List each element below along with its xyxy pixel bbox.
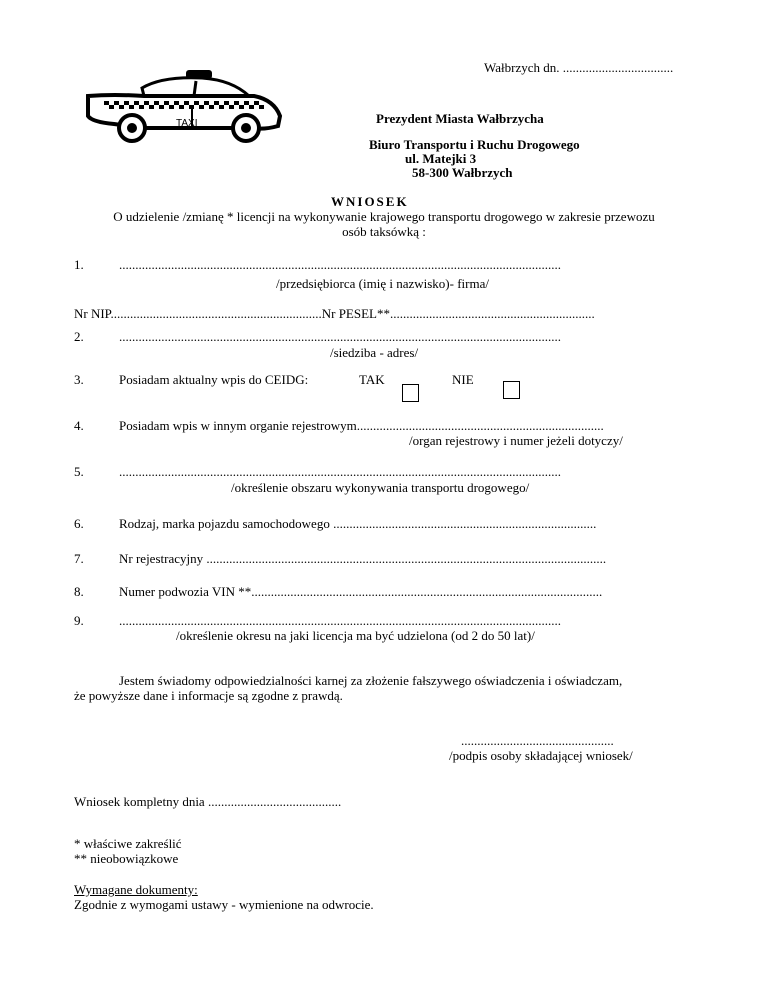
item-3-number: 3. — [74, 372, 84, 387]
required-docs-title: Wymagane dokumenty: — [74, 882, 198, 897]
item-8-number: 8. — [74, 584, 84, 599]
taxi-logo-text: TAXI — [176, 118, 198, 129]
item-3-no-label: NIE — [452, 372, 474, 387]
item-2-number: 2. — [74, 329, 84, 344]
item-9-number: 9. — [74, 613, 84, 628]
footnote-1: * właściwe zakreślić — [74, 836, 182, 851]
item-9-field[interactable]: ........................................................................................................................................ — [119, 613, 561, 628]
item-1-caption: /przedsiębiorca (imię i nazwisko)- firma/ — [276, 276, 489, 291]
office-name: Biuro Transportu i Ruchu Drogowego — [369, 137, 580, 152]
subtitle-line-1: O udzielenie /zmianę * licencji na wykonywanie krajowego transportu drogowego w zakresie przewozu — [113, 209, 655, 224]
item-6-field[interactable]: Rodzaj, marka pojazdu samochodowego ................................................................................. — [119, 516, 597, 531]
item-9-caption: /określenie okresu na jaki licencja ma być udzielona (od 2 do 50 lat)/ — [176, 628, 535, 643]
item-2-caption: /siedziba - adres/ — [330, 345, 419, 360]
item-4-caption: /organ rejestrowy i numer jeżeli dotyczy/ — [409, 433, 623, 448]
item-5-number: 5. — [74, 464, 84, 479]
item-7-number: 7. — [74, 551, 84, 566]
page-title: WNIOSEK — [331, 194, 409, 209]
item-3-yes-checkbox[interactable] — [402, 384, 419, 402]
nip-pesel-field[interactable]: Nr NIP.................................................................Nr PESEL**............................................................... — [74, 306, 595, 321]
city-date: Wałbrzych dn. .................................. — [484, 60, 674, 75]
complete-date-field[interactable]: Wniosek kompletny dnia ......................................... — [74, 794, 342, 809]
declaration-line-1: Jestem świadomy odpowiedzialności karnej za złożenie fałszywego oświadczenia i oświadczam, — [119, 673, 623, 688]
subtitle-line-2: osób taksówką : — [342, 224, 426, 239]
item-3-yes-label: TAK — [359, 372, 385, 387]
addressee: Prezydent Miasta Wałbrzycha — [376, 111, 544, 126]
item-1-field[interactable]: ........................................................................................................................................ — [119, 257, 561, 272]
item-7-field[interactable]: Nr rejestracyjny ........................................................................................................................... — [119, 551, 607, 566]
item-5-field[interactable]: ........................................................................................................................................ — [119, 464, 561, 479]
signature-field[interactable]: ............................................... — [461, 733, 614, 748]
required-docs-text: Zgodnie z wymogami ustawy - wymienione na odwrocie. — [74, 897, 374, 912]
taxi-logo — [84, 66, 284, 146]
footnote-2: ** nieobowiązkowe — [74, 851, 179, 866]
office-postal: 58-300 Wałbrzych — [412, 165, 513, 180]
office-street: ul. Matejki 3 — [405, 151, 477, 166]
declaration-line-2: że powyższe dane i informacje są zgodne z prawdą. — [74, 688, 343, 703]
item-4-field[interactable]: Posiadam wpis w innym organie rejestrowym............................................................................ — [119, 418, 604, 433]
item-2-field[interactable]: ........................................................................................................................................ — [119, 329, 561, 344]
item-1-number: 1. — [74, 257, 84, 272]
item-8-field[interactable]: Numer podwozia VIN **............................................................................................................ — [119, 584, 603, 599]
item-5-caption: /określenie obszaru wykonywania transportu drogowego/ — [231, 480, 530, 495]
item-6-number: 6. — [74, 516, 84, 531]
item-4-number: 4. — [74, 418, 84, 433]
signature-caption: /podpis osoby składającej wniosek/ — [449, 748, 633, 763]
item-3-label: Posiadam aktualny wpis do CEIDG: — [119, 372, 309, 387]
item-3-no-checkbox[interactable] — [503, 381, 520, 399]
